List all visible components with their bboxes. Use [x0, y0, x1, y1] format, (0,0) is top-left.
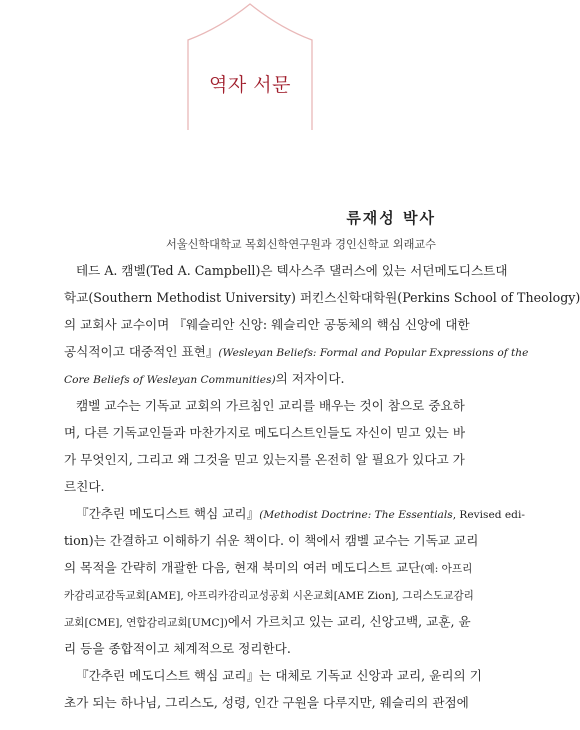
- body-line: 리 등을 종합적이고 체계적으로 정리한다.: [64, 641, 291, 656]
- body-line: tion)는 간결하고 이해하기 쉬운 책이다. 이 책에서 캠벨 교수는 기독교 교리: [64, 533, 479, 548]
- body-line: 카감리교감독교회[AME], 아프리카감리교성공회 시온교회[AME Zion], 그리스도교감리: [64, 590, 474, 602]
- body-line: 가 무엇인지, 그리고 왜 그것을 믿고 있는지를 온전히 알 필요가 있다고 가: [64, 452, 465, 467]
- body-line: 테드 A. 캠벨(Ted A. Campbell)은 텍사스주 댈러스에 있는 서던메도디스트대: [76, 263, 508, 278]
- body-line: 캠벨 교수는 기독교 교회의 가르침인 교리를 배우는 것이 참으로 중요하: [76, 398, 465, 413]
- body-line: 『간추린 메도디스트 핵심 교리』는 대체로 기독교 신앙과 교리, 윤리의 기: [76, 668, 482, 683]
- translator-name: 류재성 박사: [346, 209, 436, 227]
- translator-affiliation: 서울신학대학교 목회신학연구원과 경인신학교 외래교수: [165, 238, 436, 251]
- body-line: 공식적이고 대중적인 표현』(Wesleyan Beliefs: Formal and Popular Expressions of the: [64, 344, 529, 359]
- body-line: 학교(Southern Methodist University) 퍼킨스신학대학원(Perkins School of Theology): [64, 290, 580, 305]
- book-title-english: (Wesleyan Beliefs: Formal and Popular Expressions of the: [218, 347, 529, 359]
- body-line: 초가 되는 하나님, 그리스도, 성령, 인간 구원을 다루지만, 웨슬리의 관점에: [64, 695, 469, 710]
- body-line: 르친다.: [64, 479, 105, 494]
- body-line: Core Beliefs of Wesleyan Communities)의 저자이다.: [64, 371, 345, 386]
- body-line: 의 목적을 간략히 개괄한 다음, 현재 북미의 여러 메도디스트 교단(예: 아프리: [64, 560, 473, 575]
- book-title-english: (Methodist Doctrine: The Essentials: [259, 509, 453, 521]
- book-title-english: Core Beliefs of Wesleyan Communities): [64, 374, 276, 386]
- body-line: 교회[CME], 연합감리교회[UMC])에서 가르치고 있는 교리, 신앙고백, 교훈, 윤: [64, 614, 471, 629]
- body-line: 『간추린 메도디스트 핵심 교리』(Methodist Doctrine: The Essentials, Revised edi-: [76, 506, 525, 521]
- body-line: 의 교회사 교수이며 『웨슬리안 신앙: 웨슬리안 공동체의 핵심 신앙에 대한: [64, 317, 470, 332]
- body-line: 며, 다른 기독교인들과 마찬가지로 메도디스트인들도 자신이 믿고 있는 바: [64, 425, 465, 440]
- chapter-title: 역자 서문: [209, 74, 291, 96]
